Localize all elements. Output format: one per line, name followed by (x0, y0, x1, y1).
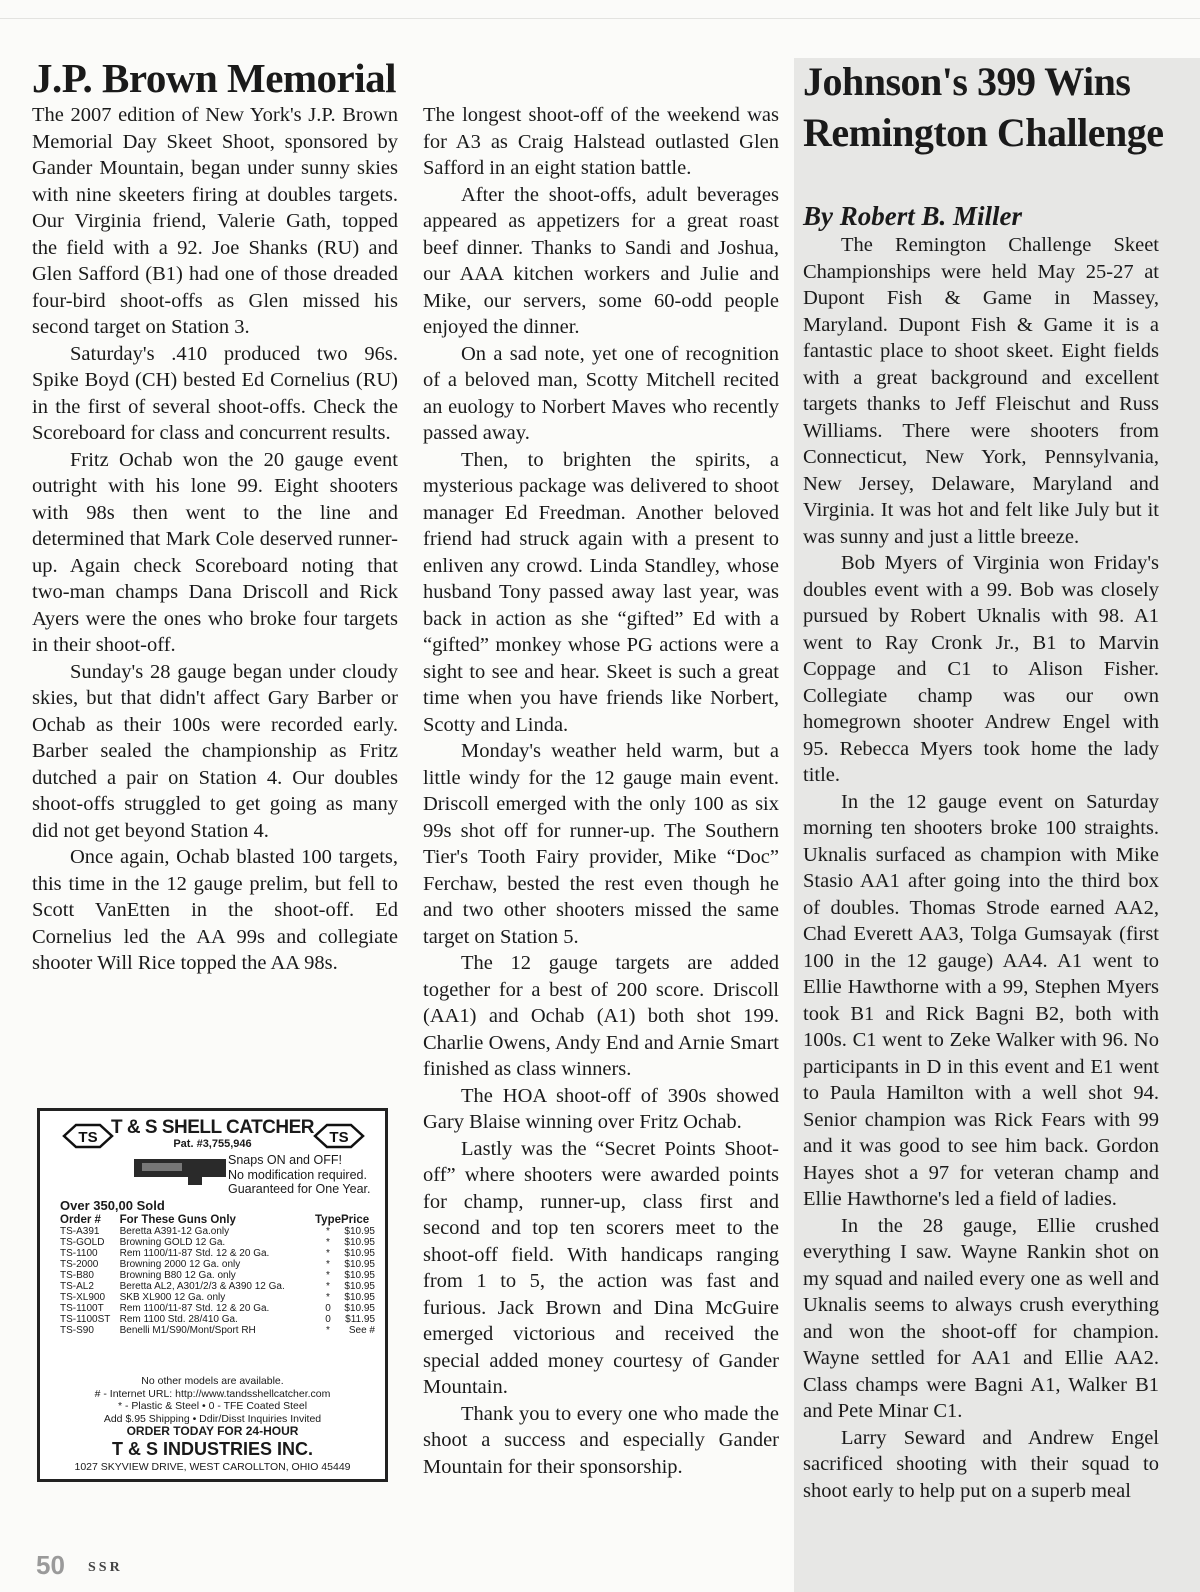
order-number: TS-A391 (60, 1226, 100, 1237)
ad-note-line: No other models are available. (141, 1375, 284, 1387)
ad-pitch-line: Guaranteed for One Year. (228, 1182, 371, 1196)
table-row (60, 1270, 375, 1281)
table-row (60, 1281, 375, 1292)
gun-model: Beretta AL2, A301/2/3 & A390 12 Ga. (119, 1281, 285, 1292)
type: * (326, 1248, 330, 1259)
price: $10.95 (344, 1270, 375, 1281)
article-paragraph: The longest shoot-off of the weekend was for A3 as Craig Halstead outlasted Glen Safford in an eight station battle. (423, 104, 779, 179)
ad-price-table (60, 1215, 375, 1336)
gun-model: Rem 1100/11-87 Std. 12 & 20 Ga. (119, 1303, 270, 1314)
order-number: TS-AL2 (60, 1281, 94, 1292)
ad-note-line: * - Plastic & Steel • 0 - TFE Coated Steel (117, 1400, 308, 1412)
type: * (326, 1270, 330, 1281)
table-row (60, 1259, 375, 1270)
gun-model: Browning 2000 12 Ga. only (119, 1259, 241, 1270)
ad-pitch-line: No modification required. (228, 1167, 367, 1182)
article-paragraph: After the shoot-offs, adult beverages appeared as appetizers for a great roast beef dinner. Thanks to Sandi and Joshua, our AAA kitchen workers and Julie and Mike, our servers, some 60-odd people enjoyed the dinner. (423, 183, 779, 338)
gun-model: Beretta A391-12 Ga.only (119, 1226, 230, 1237)
order-number: TS-XL900 (60, 1292, 106, 1303)
left-article-column-1 (32, 102, 398, 977)
order-number: TS-GOLD (60, 1237, 105, 1248)
price: $10.95 (344, 1248, 375, 1259)
ad-pitch (228, 1153, 370, 1197)
price: $10.95 (344, 1292, 375, 1303)
article-paragraph: Fritz Ochab won the 20 gauge event outright with his lone 99. Eight shooters with 98s then went to the line and determined that Mark Cole deserved runner-up. Again check Scoreboard noting that two-man champs Dana Driscoll and Rick Ayers were the ones who broke four targets in their shoot-off. (32, 448, 398, 656)
right-article-title: Johnson's 399 Wins Remington Challenge (803, 59, 1164, 155)
table-header-row (60, 1215, 375, 1226)
type: * (326, 1281, 330, 1292)
magazine-name: SSR (88, 1560, 123, 1575)
order-number: TS-1100ST (60, 1314, 111, 1325)
byline: By Robert B. Miller (803, 201, 1023, 231)
article-paragraph: Bob Myers of Virginia won Friday's doubles event with a 99. Bob was closely pursued by Robert Uknalis with 98. A1 went to Ray Cronk Jr., B1 to Marvin Coppage and C1 to Alison Fisher. Collegiate champ was our own homegrown shooter Andrew Engel with 95. Rebecca Myers took home the lady title. (803, 552, 1159, 786)
ad-address: 1027 SKYVIEW DRIVE, WEST CAROLLTON, OHIO 45449 (74, 1461, 351, 1473)
gun-model: SKB XL900 12 Ga. only (119, 1292, 226, 1303)
article-paragraph: In the 12 gauge event on Saturday morning ten shooters broke 100 straights. Uknalis surfaced as champion with Mike Stasio AA1 after going into the third box of doubles. Thomas Strode earned AA2, Chad Everett AA3, Tolga Gumsayak (first 100 in the 12 gauge) AA4. A1 went to Ellie Hawthorne with a 99, Stephen Myers took B1 and Rick Bagni B2, both with 100s. C1 went to Zeke Walker with 96. No participants in D in this event and E1 went to Paula Hamilton with a well shot 94. Senior champion was Rick Fears with 99 and it was good to see him back. Gordon Hayes shot a 97 for veteran champ and Ellie Hawthorne's led a field of ladies. (803, 790, 1159, 1210)
type: 0 (325, 1303, 331, 1314)
gun-model: Benelli M1/S90/Mont/Sport RH (119, 1325, 256, 1336)
ad-note-line: # - Internet URL: http://www.tandsshellcatcher.com (94, 1387, 331, 1400)
ad-pitch-line: Snaps ON and OFF! (228, 1153, 342, 1167)
left-article-title: J.P. Brown Memorial (32, 55, 397, 101)
article-paragraph: Saturday's .410 produced two 96s. Spike Boyd (CH) bested Ed Cornelius (RU) in the first of several shoot-offs. Check the Scoreboard for class and concurrent results. (32, 342, 398, 444)
ad-logo-text: TS (329, 1129, 349, 1146)
column-header: Price (341, 1214, 370, 1226)
table-row (60, 1237, 375, 1248)
article-paragraph: Thank you to every one who made the shoot a success and especially Gander Mountain for their sponsorship. (423, 1402, 779, 1478)
gun-model: Rem 1100 Std. 28/410 Ga. (119, 1314, 238, 1325)
gun-model: Browning GOLD 12 Ga. (119, 1237, 226, 1248)
shotgun-receiver-icon (134, 1151, 226, 1187)
type: 0 (325, 1314, 331, 1325)
order-number: TS-B80 (60, 1270, 94, 1281)
table-row (60, 1292, 375, 1303)
price: $10.95 (344, 1303, 375, 1314)
gun-model: Rem 1100/11-87 Std. 12 & 20 Ga. (119, 1248, 270, 1259)
price: See # (348, 1325, 375, 1336)
article-paragraph: Sunday's 28 gauge began under cloudy skies, but that didn't affect Gary Barber or Ochab as their 100s were recorded early. Barber sealed the championship as Fritz dutched a pair on Station 4. Our doubles shoot-offs struggled to get going as many did not get beyond Station 4. (32, 660, 398, 842)
article-paragraph: The 12 gauge targets are added together for a best of 200 score. Driscoll (AA1) and Ochab (A1) both shot 199. Charlie Owens, Andy End and Arnie Smart finished as class winners. (423, 952, 779, 1080)
page-top-rule (0, 18, 1200, 19)
article-paragraph: On a sad note, yet one of recognition of a beloved man, Scotty Mitchell recited an euology to Norbert Maves who recently passed away. (423, 342, 779, 444)
article-paragraph: The HOA shoot-off of 390s showed Gary Blaise winning over Fritz Ochab. (423, 1084, 779, 1133)
ad-sold-count: Over 350,00 Sold (60, 1198, 165, 1213)
ad-note-line: Add $.95 Shipping • Ddir/Disst Inquiries Invited (103, 1412, 322, 1425)
ad-notes (40, 1375, 385, 1438)
article-paragraph: Larry Seward and Andrew Engel sacrificed shooting with their squad to shoot early to help put on a superb meal (803, 1426, 1159, 1502)
price: $10.95 (344, 1237, 375, 1248)
price: $10.95 (344, 1226, 375, 1237)
table-row (60, 1303, 375, 1314)
table-row (60, 1325, 375, 1336)
article-paragraph: Then, to brighten the spirits, a mysterious package was delivered to shoot manager Ed Freedman. Another beloved friend had struck again with a present to enliven any crowd. Linda Standley, whose husband Tony passed away last year, was back in action as she “gifted” Ed with a “gifted” monkey whose PG actions were a sight to see and hear. Skeet is such a great time when you have friends like Norbert, Scotty and Linda. (423, 448, 779, 736)
table-row (60, 1226, 375, 1237)
ad-order-line: ORDER TODAY FOR 24-HOUR (126, 1424, 299, 1438)
type: * (326, 1325, 330, 1336)
order-number: TS-2000 (60, 1259, 99, 1270)
type: * (326, 1292, 330, 1303)
type: * (326, 1259, 330, 1270)
order-number: TS-1100T (60, 1303, 104, 1314)
article-paragraph: The 2007 edition of New York's J.P. Brown Memorial Day Skeet Shoot, sponsored by Gander Mountain, began under sunny skies with nine skeeters firing at doubles targets. Our Virginia friend, Valerie Gath, topped the field with a 92. Joe Shanks (RU) and Glen Safford (B1) had one of those dreaded four-bird shoot-offs as Glen missed his second target on Station 3. (32, 104, 398, 338)
article-paragraph: Once again, Ochab blasted 100 targets, this time in the 12 gauge prelim, but fell to Scott VanEtten in the shoot-off. Ed Cornelius led the AA 99s and collegiate shooter Will Rice topped the AA 98s. (32, 846, 398, 974)
price: $11.95 (345, 1314, 375, 1325)
order-number: TS-S90 (60, 1325, 94, 1336)
shell-catcher-advertisement (37, 1108, 388, 1482)
column-header: Type (315, 1214, 341, 1226)
article-paragraph: Lastly was the “Secret Points Shoot-off” where shooters were awarded points for champ, runner-up, class first and second and top ten scorers meet to the shoot-off field. With handicaps ranging from 1 to 5, the action was fast and furious. Jack Brown and Dina McGuire emerged victorious and received the special added money courtesy of Gander Mountain. (423, 1137, 779, 1398)
right-article-column (803, 232, 1159, 1504)
ad-logo-text: TS (78, 1129, 98, 1146)
page-number: 50 (36, 1550, 65, 1580)
column-header: For These Guns Only (119, 1214, 236, 1226)
price: $10.95 (344, 1281, 375, 1292)
table-row (60, 1314, 375, 1325)
ad-company-name: T & S INDUSTRIES INC. (111, 1439, 313, 1459)
column-header: Order # (60, 1214, 101, 1226)
type: * (326, 1237, 330, 1248)
table-row (60, 1248, 375, 1259)
left-article-column-2 (423, 102, 779, 1480)
gun-model: Browning B80 12 Ga. only (119, 1270, 236, 1281)
ad-title: T & S SHELL CATCHER (110, 1117, 315, 1138)
article-paragraph: Monday's weather held warm, but a little windy for the 12 gauge main event. Driscoll emerged with the only 100 as six 99s shot off for runner-up. The Southern Tier's Tooth Fairy provider, Mike “Doc” Ferchaw, bested the rest even though he and two other shooters missed the same target on Station 5. (423, 740, 779, 948)
article-paragraph: The Remington Challenge Skeet Championships were held May 25-27 at Dupont Fish & Game in Massey, Maryland. Dupont Fish & Game it is a fantastic place to shoot skeet. Eight fields with a great background and excellent targets thanks to Jeff Fleischut and Russ Williams. There were shooters from Connecticut, New York, Pennsylvania, New Jersey, Delaware, Maryland and Virginia. It was hot and felt like July but it was sunny and just a little breeze. (803, 234, 1159, 548)
ad-patent: Pat. #3,755,946 (173, 1138, 252, 1150)
article-paragraph: In the 28 gauge, Ellie crushed everything I saw. Wayne Rankin shot on my squad and nailed every one as well and Uknalis seems to always crush everything and won the shoot-off for champion. Wayne settled for AA1 and Ellie AA2. Class champs were Bagni A1, Walker B1 and Pete Minar C1. (803, 1214, 1159, 1422)
order-number: TS-1100 (60, 1248, 98, 1259)
type: * (326, 1226, 330, 1237)
price: $10.95 (344, 1259, 375, 1270)
